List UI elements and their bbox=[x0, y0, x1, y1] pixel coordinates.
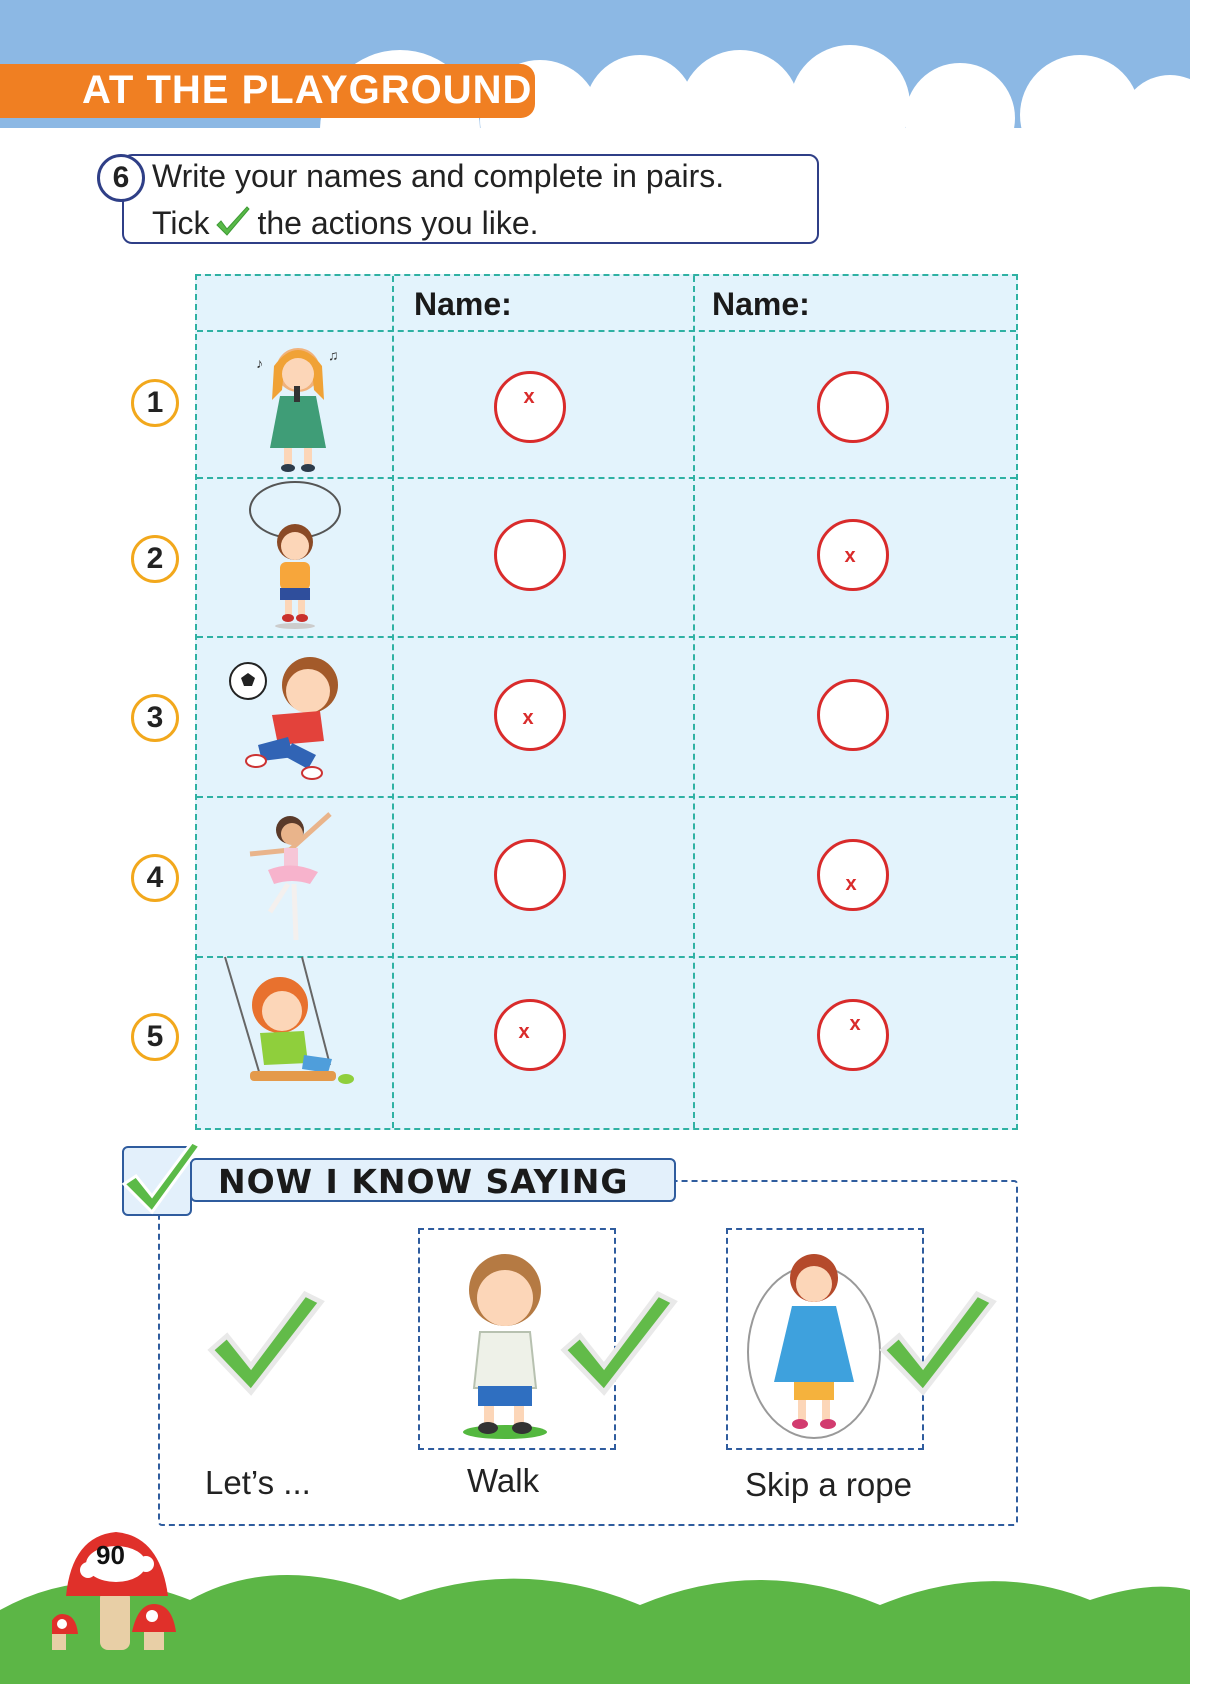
girl-ballet-illustration bbox=[240, 800, 340, 948]
svg-text:♪: ♪ bbox=[256, 355, 263, 371]
row-number-1: 1 bbox=[131, 379, 179, 427]
name-header-1: Name: bbox=[414, 286, 512, 322]
task-number-badge: 6 bbox=[97, 154, 145, 202]
name-header-2: Name: bbox=[712, 286, 810, 322]
instruction-line-2 bbox=[152, 203, 539, 243]
row-divider bbox=[197, 796, 1016, 798]
svg-text:♫: ♫ bbox=[328, 347, 339, 363]
row-number-2: 2 bbox=[131, 535, 179, 583]
green-checkmark-icon bbox=[205, 1288, 325, 1408]
instruction-line-1: Write your names and complete in pairs. bbox=[152, 158, 725, 194]
x-mark bbox=[820, 682, 886, 708]
girl-on-swing-illustration bbox=[220, 955, 370, 1115]
answer-circle[interactable] bbox=[494, 679, 566, 751]
answer-circle[interactable] bbox=[817, 839, 889, 911]
green-checkmark-icon bbox=[118, 1138, 204, 1220]
page-title: AT THE PLAYGROUND bbox=[82, 68, 533, 112]
instruction-tick-word: Tick bbox=[152, 204, 210, 241]
x-mark: x bbox=[844, 545, 856, 567]
girl-jumping-rope-illustration bbox=[240, 480, 350, 630]
answer-circle[interactable] bbox=[494, 839, 566, 911]
x-mark: x bbox=[522, 707, 534, 729]
caption-lets: Let’s ... bbox=[205, 1464, 311, 1501]
caption-walk: Walk bbox=[467, 1462, 540, 1499]
green-checkmark-icon bbox=[558, 1288, 678, 1408]
answer-circle[interactable] bbox=[494, 999, 566, 1071]
girl-skipping-rope-illustration bbox=[742, 1242, 892, 1442]
answer-circle[interactable] bbox=[817, 519, 889, 591]
x-mark: x bbox=[845, 873, 857, 895]
x-mark bbox=[497, 522, 563, 547]
row-number-4: 4 bbox=[131, 854, 179, 902]
row-number-3: 3 bbox=[131, 694, 179, 742]
answer-circle[interactable] bbox=[494, 371, 566, 443]
green-checkmark-icon bbox=[877, 1288, 997, 1408]
boy-kicking-ball-illustration bbox=[228, 645, 368, 785]
x-mark: x bbox=[849, 1013, 861, 1035]
answer-circle[interactable] bbox=[817, 999, 889, 1071]
page-number: 90 bbox=[96, 1540, 125, 1570]
row-divider bbox=[197, 477, 1016, 479]
caption-skip-a-rope: Skip a rope bbox=[745, 1466, 912, 1503]
girl-walking-illustration bbox=[440, 1240, 570, 1440]
x-mark bbox=[497, 842, 563, 868]
answer-circle[interactable] bbox=[494, 519, 566, 591]
mushroom-icon bbox=[52, 1520, 202, 1670]
girl-singing-illustration bbox=[250, 330, 345, 475]
instruction-actions-text: the actions you like. bbox=[257, 204, 539, 241]
column-divider bbox=[392, 276, 394, 1128]
x-mark: x bbox=[523, 386, 535, 408]
answer-circle[interactable] bbox=[817, 679, 889, 751]
row-number-5: 5 bbox=[131, 1013, 179, 1061]
row-divider bbox=[197, 636, 1016, 638]
answer-circle[interactable] bbox=[817, 371, 889, 443]
column-divider bbox=[693, 276, 695, 1128]
x-mark bbox=[820, 374, 886, 387]
x-mark: x bbox=[518, 1021, 530, 1043]
green-checkmark-icon bbox=[213, 203, 253, 243]
now-i-know-title: NOW I KNOW SAYING bbox=[218, 1162, 629, 1201]
